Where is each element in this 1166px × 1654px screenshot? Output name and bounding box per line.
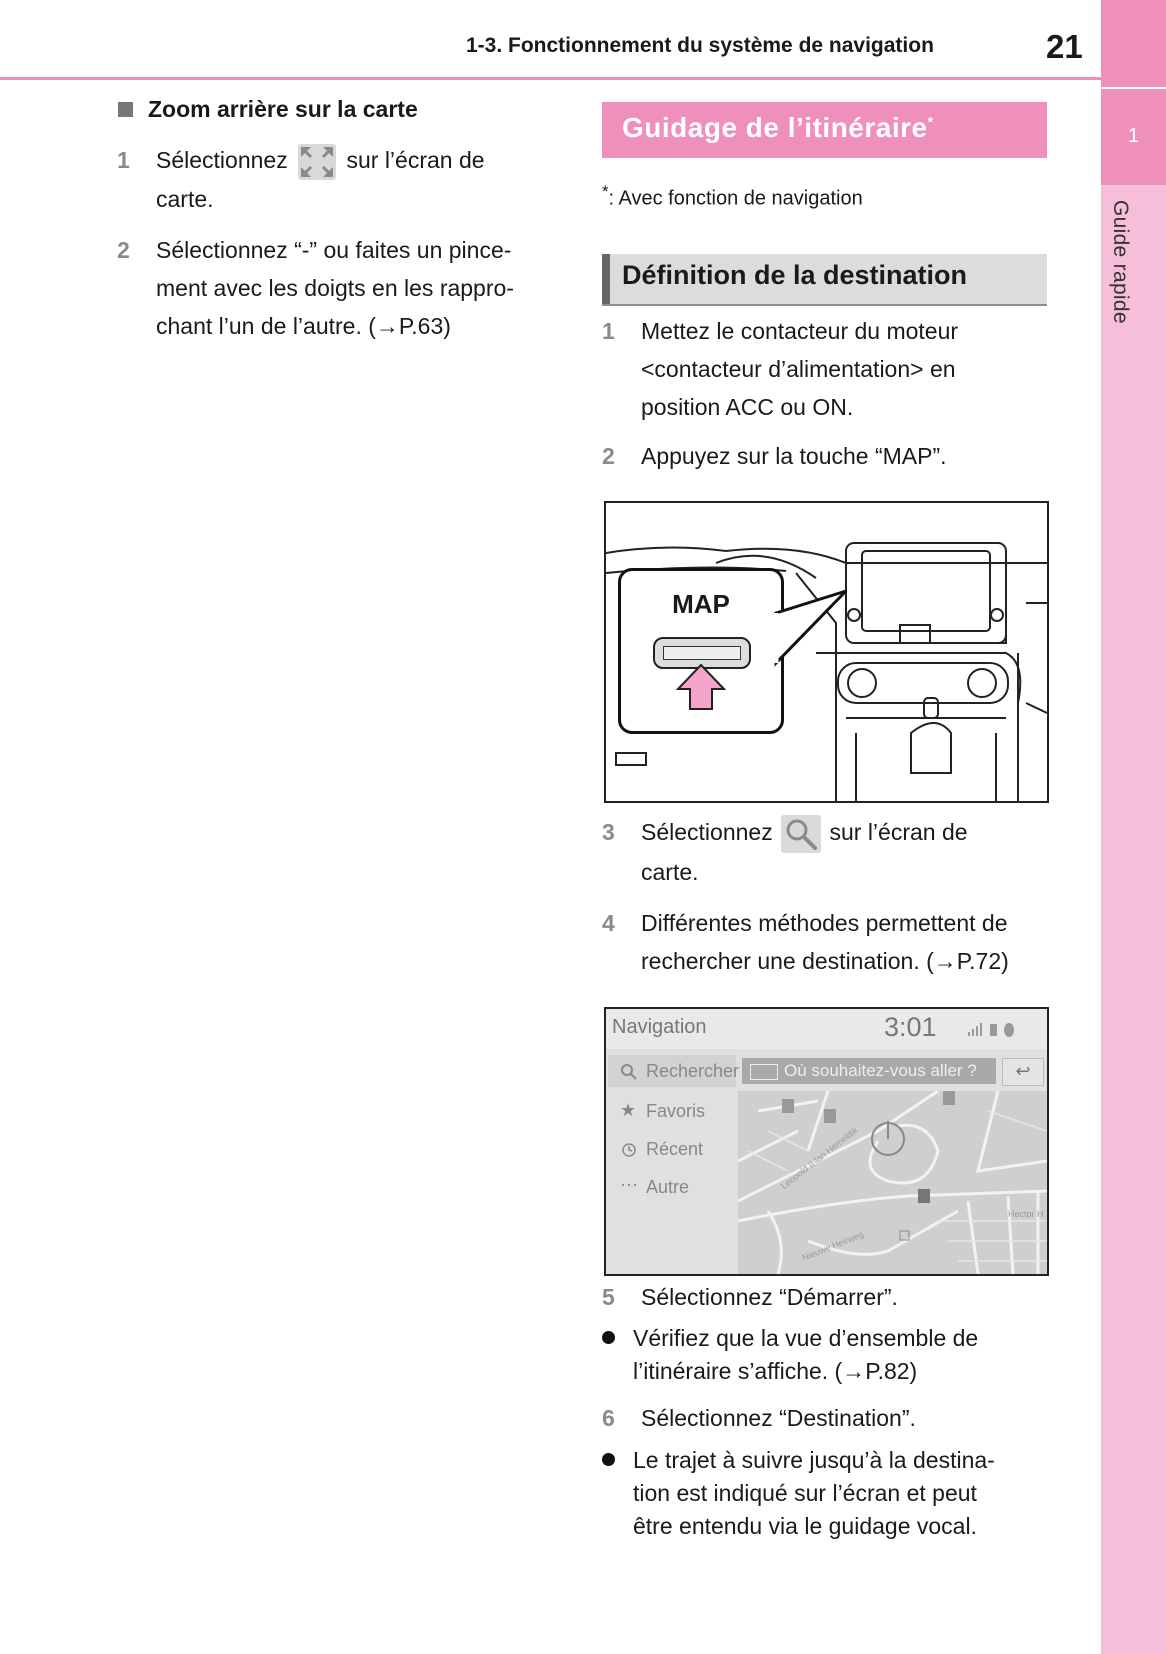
destination-subheading [602, 254, 1047, 306]
bullet-route [602, 1444, 1072, 1544]
right-step-4 [602, 904, 1072, 980]
bullet-text [633, 1444, 995, 1543]
step-line: rechercher une destination. (→P.72) [641, 948, 1009, 974]
more-icon: ··· [620, 1174, 638, 1194]
bullet-line: Le trajet à suivre jusqu’à la destina- [633, 1447, 995, 1473]
step-line: chant l’un de l’autre. (→P.63) [156, 313, 451, 339]
bullet-line: être entendu via le guidage vocal. [633, 1513, 977, 1539]
step-number: 4 [602, 910, 615, 936]
right-step-6 [602, 1399, 1052, 1437]
chapter-tab [1101, 0, 1166, 185]
step-text [641, 904, 1009, 980]
header-rule [0, 77, 1101, 80]
square-bullet-icon [118, 102, 133, 117]
nav-menu-label: Autre [646, 1177, 690, 1197]
chapter-number: 1 [1127, 125, 1140, 147]
step-line: ment avec les doigts en les rappro- [156, 275, 514, 301]
step-text: Sélectionnez “Destination”. [641, 1405, 916, 1431]
right-step-1 [602, 312, 1052, 426]
navigation-screen [604, 1007, 1049, 1276]
right-step-5 [602, 1278, 1052, 1316]
bullet-line: tion est indiqué sur l’écran et peut [633, 1480, 977, 1506]
step-number: 5 [602, 1284, 615, 1310]
step-text-after: sur l’écran de [829, 819, 968, 845]
right-step-2 [602, 437, 1052, 475]
nav-menu-search[interactable] [608, 1055, 740, 1087]
bullet-dot [602, 1453, 615, 1466]
step-text-before: Sélectionnez [641, 819, 773, 845]
right-step-3 [602, 813, 1052, 889]
step-line: position ACC ou ON. [641, 394, 854, 420]
nav-menu-favorites[interactable] [608, 1095, 736, 1127]
search-icon [781, 815, 821, 853]
footnote-mark: * [602, 182, 609, 201]
nav-title: Navigation [612, 1016, 707, 1038]
step-number: 2 [117, 237, 130, 263]
nav-menu-label: Favoris [646, 1101, 706, 1121]
zoom-out-arrows-icon [298, 144, 336, 180]
step-text [156, 231, 514, 345]
step-number: 1 [117, 147, 130, 173]
keyboard-icon [750, 1064, 778, 1080]
nav-search-placeholder: Où souhaitez-vous aller ? [784, 1061, 977, 1080]
step-number: 6 [602, 1405, 615, 1431]
street-label: Hector H [1008, 1209, 1044, 1219]
nav-menu-recent[interactable] [608, 1133, 736, 1165]
step-line: <contacteur d’alimentation> en [641, 356, 956, 382]
step-text [641, 813, 968, 891]
street-label: Nieuwe Heirweg [800, 1229, 866, 1263]
nav-menu-other[interactable] [608, 1171, 736, 1203]
star-icon: ★ [620, 1100, 637, 1120]
route-guidance-heading [602, 102, 1047, 158]
callout-pointer [774, 588, 854, 668]
up-arrow-icon [676, 663, 726, 711]
step-text [156, 141, 485, 218]
step-text: Appuyez sur la touche “MAP”. [641, 443, 947, 469]
back-icon[interactable]: ↩ [1002, 1058, 1044, 1086]
section-title-text: Zoom arrière sur la carte [148, 96, 418, 122]
nav-map[interactable] [738, 1091, 1047, 1274]
heading-text: Guidage de l’itinéraire [622, 112, 928, 143]
step-line: Différentes méthodes permettent de [641, 910, 1008, 936]
bullet-dot [602, 1331, 615, 1344]
search-icon [620, 1063, 638, 1081]
nav-title-bar [606, 1009, 1047, 1049]
left-step-1 [117, 141, 557, 217]
bullet-text [633, 1322, 978, 1388]
step-text-after: sur l’écran de [346, 147, 485, 173]
subheading-text: Définition de la destination [622, 260, 968, 290]
step-text [641, 312, 958, 426]
tab-divider [1101, 87, 1166, 89]
nav-menu-label: Rechercher [646, 1061, 740, 1081]
nav-menu-label: Récent [646, 1139, 704, 1159]
running-header: 1-3. Fonctionnement du système de navigation [466, 34, 934, 57]
status-icons [966, 1021, 1026, 1037]
step-line: Mettez le contacteur du moteur [641, 318, 959, 344]
chapter-label: Guide rapide [1109, 200, 1132, 324]
step-number: 1 [602, 318, 615, 344]
asterisk-mark: * [927, 113, 934, 130]
subheading-bar [602, 254, 610, 304]
step-text-before: Sélectionnez [156, 147, 288, 173]
bullet-line: Vérifiez que la vue d’ensemble de [633, 1325, 979, 1351]
step-text-line2: carte. [641, 858, 699, 885]
step-number: 3 [602, 819, 615, 845]
street-label: Leopold II-lan Hemeldik [778, 1124, 860, 1192]
footnote [602, 182, 863, 211]
map-button-label: MAP [672, 589, 730, 619]
page-number: 21 [1046, 28, 1083, 65]
step-text-line2: carte. [156, 185, 214, 212]
nav-clock: 3:01 [884, 1012, 937, 1042]
step-number: 2 [602, 443, 615, 469]
nav-search-bar[interactable] [742, 1058, 996, 1084]
dashboard-illustration [604, 501, 1049, 803]
bullet-overview [602, 1322, 1062, 1388]
section-title [118, 96, 418, 123]
step-line: Sélectionnez “-” ou faites un pince- [156, 237, 512, 263]
bullet-line: l’itinéraire s’affiche. (→P.82) [633, 1358, 918, 1384]
step-text: Sélectionnez “Démarrer”. [641, 1284, 898, 1310]
footnote-text: : Avec fonction de navigation [608, 187, 863, 210]
clock-icon [621, 1142, 637, 1158]
left-step-2 [117, 231, 567, 345]
map-button-callout [618, 568, 784, 734]
